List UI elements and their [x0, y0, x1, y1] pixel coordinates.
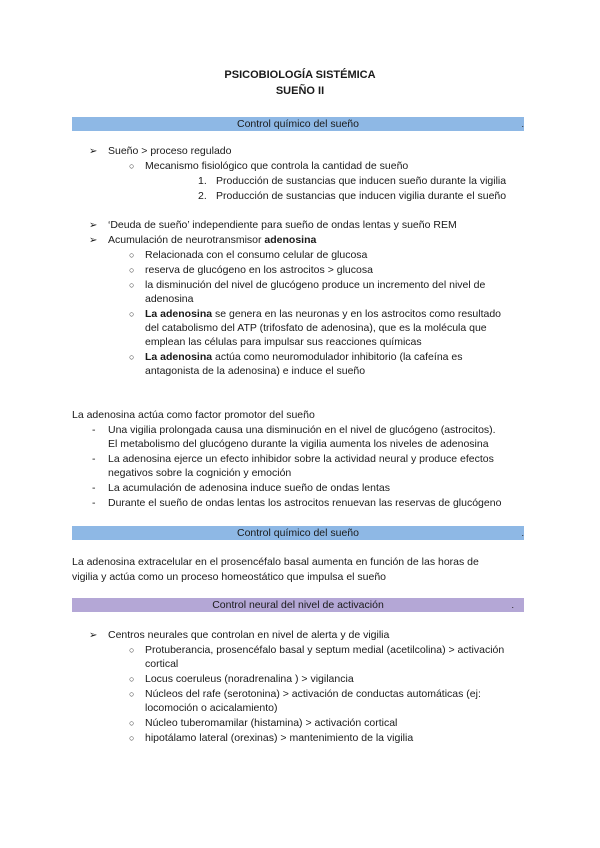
section-header-dot: . — [511, 600, 514, 610]
section-header-label: Control químico del sueño — [237, 527, 359, 539]
list-item-continuation: cortical — [145, 658, 179, 670]
list-item-continuation: emplean las células para impulsar sus reacciones químicas — [145, 336, 422, 348]
dash-bullet: - — [92, 424, 96, 436]
paragraph-continuation: vigilia y actúa como un proceso homeostático que impulsa el sueño — [72, 571, 387, 583]
section-header-quimico-1 — [72, 117, 524, 131]
list-item-bold: La adenosina — [145, 351, 213, 363]
list-item — [108, 233, 316, 248]
paragraph: La adenosina extracelular en el prosencéfalo basal aumenta en función de las horas de — [72, 556, 479, 568]
list-item-continuation: negativos sobre la cognición y emoción — [108, 467, 292, 479]
list-item-bold: La adenosina — [145, 308, 213, 320]
list-item: Centros neurales que controlan en nivel de alerta y de vigilia — [108, 629, 390, 641]
circle-bullet-icon: ○ — [129, 250, 135, 260]
list-item: La adenosina ejerce un efecto inhibidor sobre la actividad neural y produce efectos — [108, 453, 494, 465]
circle-bullet-icon: ○ — [129, 265, 135, 275]
list-item: Producción de sustancias que inducen sueño durante la vigilia — [216, 175, 507, 187]
circle-bullet-icon: ○ — [129, 309, 135, 319]
dash-bullet: - — [92, 482, 96, 494]
list-item-continuation: antagonista de la adenosina) e induce el sueño — [145, 365, 366, 377]
list-item: hipotálamo lateral (orexinas) > mantenimiento de la vigilia — [145, 732, 414, 744]
section-header-dot: . — [521, 119, 524, 129]
list-item: Sueño > proceso regulado — [108, 145, 232, 157]
section-header-label: Control neural del nivel de activación — [212, 599, 384, 611]
circle-bullet-icon: ○ — [129, 718, 135, 728]
list-item-text: Acumulación de neurotransmisor — [108, 234, 265, 246]
paragraph: La adenosina actúa como factor promotor del sueño — [72, 409, 315, 421]
list-item — [145, 307, 501, 322]
circle-bullet-icon: ○ — [129, 674, 135, 684]
section-header-label: Control químico del sueño — [237, 118, 359, 130]
arrow-bullet-icon: ➢ — [89, 630, 98, 641]
arrow-bullet-icon: ➢ — [89, 220, 98, 231]
circle-bullet-icon: ○ — [129, 352, 135, 362]
circle-bullet-icon: ○ — [129, 645, 135, 655]
document-title: PSICOBIOLOGÍA SISTÉMICA — [224, 69, 376, 81]
list-item-text: actúa como neuromodulador inhibitorio (la cafeína es — [212, 351, 463, 363]
circle-bullet-icon: ○ — [129, 733, 135, 743]
list-item — [145, 350, 463, 365]
list-item: La acumulación de adenosina induce sueño de ondas lentas — [108, 482, 390, 494]
arrow-bullet-icon: ➢ — [89, 146, 98, 157]
circle-bullet-icon: ○ — [129, 689, 135, 699]
section-header-quimico-2 — [72, 526, 524, 540]
list-item: Producción de sustancias que inducen vigilia durante el sueño — [216, 190, 507, 202]
circle-bullet-icon: ○ — [129, 161, 135, 171]
list-item: Relacionada con el consumo celular de glucosa — [145, 249, 368, 261]
dash-bullet: - — [92, 453, 96, 465]
document-subtitle: SUEÑO II — [275, 85, 325, 97]
list-item: Mecanismo fisiológico que controla la cantidad de sueño — [145, 160, 409, 172]
list-item: Una vigilia prolongada causa una disminución en el nivel de glucógeno (astrocitos). — [108, 424, 496, 436]
list-item-continuation: El metabolismo del glucógeno durante la vigilia aumenta los niveles de adenosina — [108, 438, 489, 450]
list-item-text: se genera en las neuronas y en los astrocitos como resultado — [212, 308, 502, 320]
circle-bullet-icon: ○ — [129, 280, 135, 290]
section-header-dot: . — [521, 528, 524, 538]
list-item: Protuberancia, prosencéfalo basal y septum medial (acetilcolina) > activación — [145, 644, 505, 656]
section-header-neural — [72, 598, 524, 612]
list-item: Núcleo tuberomamilar (histamina) > activación cortical — [145, 717, 398, 729]
list-number: 1. — [198, 175, 207, 187]
list-item-continuation: del catabolismo del ATP (trifosfato de adenosina), que es la molécula que — [145, 322, 487, 334]
list-item: Núcleos del rafe (serotonina) > activación de conductas automáticas (ej: — [145, 688, 481, 700]
list-item: ‘Deuda de sueño’ independiente para sueño de ondas lentas y sueño REM — [108, 219, 457, 231]
arrow-bullet-icon: ➢ — [89, 235, 98, 246]
list-item: Durante el sueño de ondas lentas los astrocitos renuevan las reservas de glucógeno — [108, 497, 502, 509]
list-item-continuation: locomoción o acicalamiento) — [145, 702, 278, 714]
list-item-bold: adenosina — [264, 234, 317, 246]
list-item: reserva de glucógeno en los astrocitos > glucosa — [145, 264, 373, 276]
list-number: 2. — [198, 190, 207, 202]
list-item: la disminución del nivel de glucógeno produce un incremento del nivel de — [145, 279, 486, 291]
list-item-continuation: adenosina — [145, 293, 194, 305]
dash-bullet: - — [92, 497, 96, 509]
list-item: Locus coeruleus (noradrenalina ) > vigilancia — [145, 673, 354, 685]
